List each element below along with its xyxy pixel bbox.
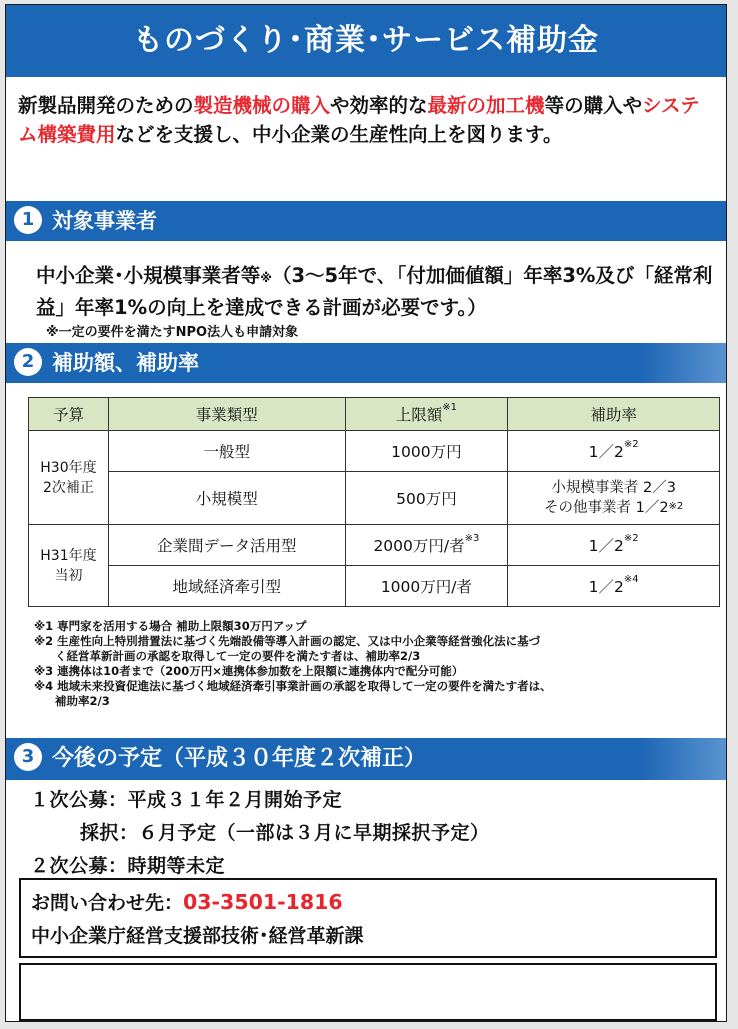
page-title: ものづくり･商業･サービス補助金 xyxy=(6,5,726,77)
contact-department: 中小企業庁経営支援部技術･経営革新課 xyxy=(31,925,364,947)
contact-phone[interactable]: 03-3501-1816 xyxy=(183,890,343,914)
section-3-header xyxy=(6,738,726,780)
footnote-2: ※2 生産性向上特別措置法に基づく先端設備等導入計画の認定、又は中小企業等経営強化法に基づ xyxy=(34,634,541,648)
highlight-processing-machine: 最新の加工機 xyxy=(427,94,545,117)
contact-box xyxy=(19,878,717,958)
table-header-row xyxy=(29,398,720,431)
table-row: 地域経済牽引型 1000万円/者 1／2$^{※4}$ xyxy=(29,566,720,607)
schedule-first-call: １次公募：平成３１年２月開始予定 xyxy=(30,789,343,811)
flyer-page xyxy=(5,4,727,1022)
contact-label: お問い合わせ先： xyxy=(31,892,184,914)
header-type: 事業類型 xyxy=(108,398,345,431)
eligibility-note: ※一定の要件を満たすNPO法人も申請対象 xyxy=(46,325,299,340)
header-rate: 補助率 xyxy=(508,398,720,431)
table-row: H30年度 2次補正 一般型 1000万円 1／2$^{※2}$ xyxy=(29,431,720,472)
section-3-title: 今後の予定（平成３０年度２次補正） xyxy=(52,746,427,771)
eligibility-text: 中小企業･小規模事業者等※（3～5年で､「付加価値額」年率3%及び「経常利益」年率1%の向上を達成できる計画が必要です。） xyxy=(36,264,713,319)
empty-box xyxy=(19,963,717,1021)
header-limit: 上限額$^{※1}$ xyxy=(345,398,508,431)
schedule-selection: 採択：６月予定（一部は３月に早期採択予定） xyxy=(80,822,490,844)
footnote-3: ※3 連携体は10者まで（200万円×連携体参加数を上限額に連携体内で配分可能） xyxy=(34,664,464,678)
section-1-title: 対象事業者 xyxy=(52,209,157,233)
budget-h30: H30年度 2次補正 xyxy=(29,431,109,525)
footnote-4: ※4 地域未来投資促進法に基づく地域経済牽引事業計画の承認を取得して一定の要件を満たす者は、 xyxy=(34,679,552,693)
footnote-1: ※1 専門家を活用する場合 補助上限額30万円アップ xyxy=(34,619,307,633)
section-2-title: 補助額、補助率 xyxy=(52,351,199,375)
section-2-number: 2 xyxy=(14,348,42,376)
section-1-header xyxy=(6,201,726,241)
schedule-second-call: ２次公募：時期等未定 xyxy=(30,855,226,877)
table-row: H31年度 当初 企業間データ活用型 2000万円/者$^{※3}$ 1／2$^{※2}$ xyxy=(29,525,720,566)
subsidy-table xyxy=(28,397,720,607)
section-3-number: 3 xyxy=(14,743,42,771)
highlight-machinery: 製造機械の購入 xyxy=(193,94,331,117)
table-row: 小規模型 500万円 小規模事業者 2／3 その他事業者 1／2$^{※2}$ xyxy=(29,472,720,525)
budget-h31: H31年度 当初 xyxy=(29,525,109,607)
schedule xyxy=(30,784,490,883)
section-2-header xyxy=(6,343,726,383)
header-budget: 予算 xyxy=(29,398,109,431)
footnotes: ※1 専門家を活用する場合 補助上限額30万円アップ ※2 生産性向上特別措置法に基づく先端設備等導入計画の認定、又は中小企業等経営強化法に基づ く経営革新計画の承認を取得して一定の要件を満たす者は、補助率2/3 ※3 連携体は10者まで（200万円×連携体参加数を上限額に連携体内で配分可能） ※4 地域未来投資促進法に基づく地域経済牽引事業計画の承認を取得して一定の要件を満たす者は、 補助率2/3 xyxy=(34,619,724,709)
highlight-system-cost: システム構築費用 xyxy=(18,94,700,146)
intro-text: 新製品開発のための製造機械の購入や効率的な最新の加工機等の購入やシステム構築費用などを支援し、中小企業の生産性向上を図ります。 xyxy=(18,94,700,146)
section-1-number: 1 xyxy=(14,206,42,234)
